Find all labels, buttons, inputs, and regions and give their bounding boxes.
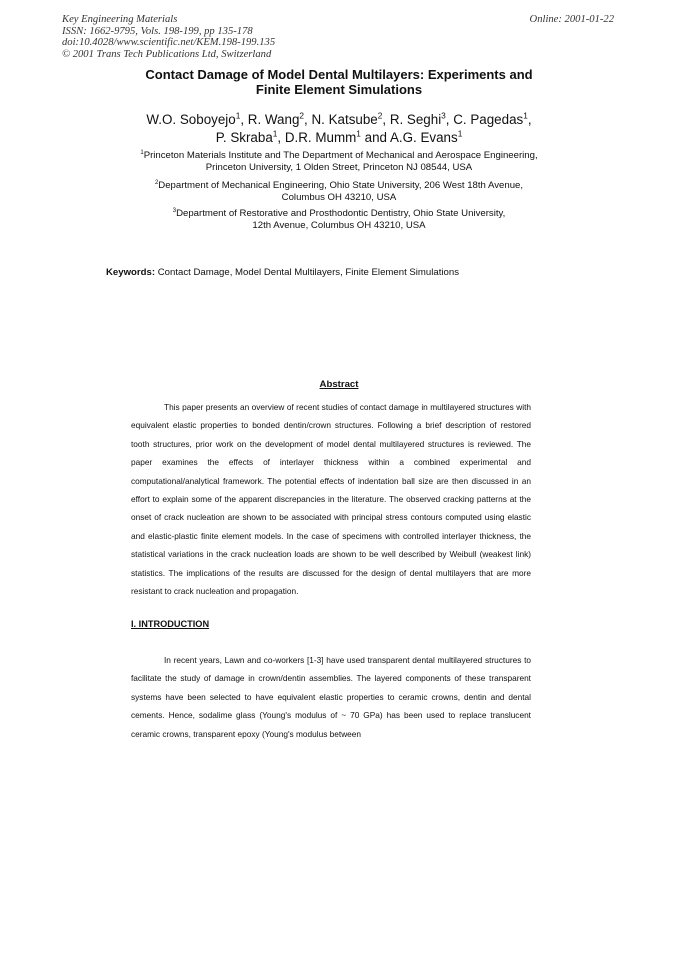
abstract-text: This paper presents an overview of recent studies of contact damage in multilayered structures with equivalent elastic properties to bonded dentin/crown structures. Following a brief description of restored tooth structures, prior work on the development of model dental multilayered structures is reviewed. The paper examines the effects of interlayer thickness within a combined experimental and computational/analytical framework. The potential effects of indentation ball size are then discussed in an effort to explain some of the apparent discrepancies in the literature. The observed cracking patterns at the onset of crack nucleation are shown to be associated with principal stress contours computed using elastic and elastic-plastic finite element models. In the case of specimens with controlled interlayer thickness, the statistical variations in the crack nucleation loads are shown to be well described by Weibull (weakest link) statistics. The implications of the results are discussed for the design of dental multilayers that are more resistant to crack nucleation and propagation. [131,402,531,597]
affiliation-line [100,150,578,162]
author-name: C. Pagedas [453,112,524,127]
affiliation-text: Department of Mechanical Engineering, Ohio State University, 206 West 18th Avenue, [158,180,524,191]
title-line-1: Contact Damage of Model Dental Multilayers: Experiments and [145,67,533,82]
affiliation [100,208,578,233]
introduction-body [131,651,531,743]
abstract-heading: Abstract [319,379,359,390]
author-affil-mark: 1 [235,110,241,121]
authors-line-1: W.O. Soboyejo$^1$, R. Wang$^2$, N. Katsube$^2$, R. Seghi$^3$, C. Pagedas$^1$, [146,110,532,127]
affiliation-line: Columbus OH 43210, USA [281,192,397,204]
author-name: W.O. Soboyejo [146,112,236,127]
authors-line-2: P. Skraba$^1$, D.R. Mumm$^1$ and A.G. Evans$^1$ [215,128,463,145]
keywords-text: Contact Damage, Model Dental Multilayers, Finite Element Simulations [157,267,459,278]
author-affil-mark: 1 [356,128,361,139]
affiliation-number: 1 [140,149,144,156]
abstract-body [131,398,531,600]
copyright-line: © 2001 Trans Tech Publications Ltd, Switzerland [62,48,272,60]
affiliation-line: Princeton University, 1 Olden Street, Princeton NJ 08544, USA [205,162,473,174]
affiliation [100,150,578,175]
affiliation-line [100,180,578,192]
affiliation-line: 12th Avenue, Columbus OH 43210, USA [252,220,426,232]
affiliation-text: Department of Restorative and Prosthodontic Dentistry, Ohio State University, [176,208,506,219]
author-name: D.R. Mumm [284,129,357,145]
author-affil-mark: 1 [523,110,528,121]
affiliation-text: Princeton Materials Institute and The Department of Mechanical and Aerospace Engineering, [143,150,538,161]
author-name: R. Wang [247,112,300,127]
author-affil-mark: 2 [299,110,305,121]
keywords [106,267,459,278]
introduction-text: In recent years, Lawn and co-workers [1-3] have used transparent dental multilayered structures to facilitate the study of damage in crown/dentin assemblies. The layered components of these transparent systems have been selected to have equivalent elastic properties to ceramic crowns, dentin and dental cements. Hence, sodalime glass (Young's modulus of ~ 70 GPa) has been used to replace translucent ceramic crowns, transparent epoxy (Young's modulus between [131,655,531,739]
affiliation-number: 3 [172,207,177,214]
author-name: P. Skraba [215,129,273,145]
author-affil-mark: 1 [457,128,463,139]
doi-line: doi:10.4028/www.scientific.net/KEM.198-199.135 [62,37,276,49]
author-affil-mark: 3 [441,110,446,121]
issn-line: ISSN: 1662-9795, Vols. 198-199, pp 135-178 [62,25,253,37]
author-name: R. Seghi [389,112,442,127]
affiliation [100,180,578,205]
author-name: A.G. Evans [389,129,458,145]
journal-info [62,14,362,60]
author-affil-mark: 1 [272,128,278,139]
author-list [60,111,618,146]
affiliation-number: 2 [154,179,159,186]
online-date: Online: 2001-01-22 [529,14,614,25]
title-line-2: Finite Element Simulations [255,82,423,97]
affiliation-line [100,208,578,220]
author-affil-mark: 2 [377,110,383,121]
keywords-label: Keywords: [106,267,156,278]
author-name: N. Katsube [311,112,378,127]
journal-name: Key Engineering Materials [62,14,178,25]
paper-title [60,67,618,97]
author-conjunction: and [364,129,387,145]
section-heading-introduction: I. INTRODUCTION [131,619,210,629]
